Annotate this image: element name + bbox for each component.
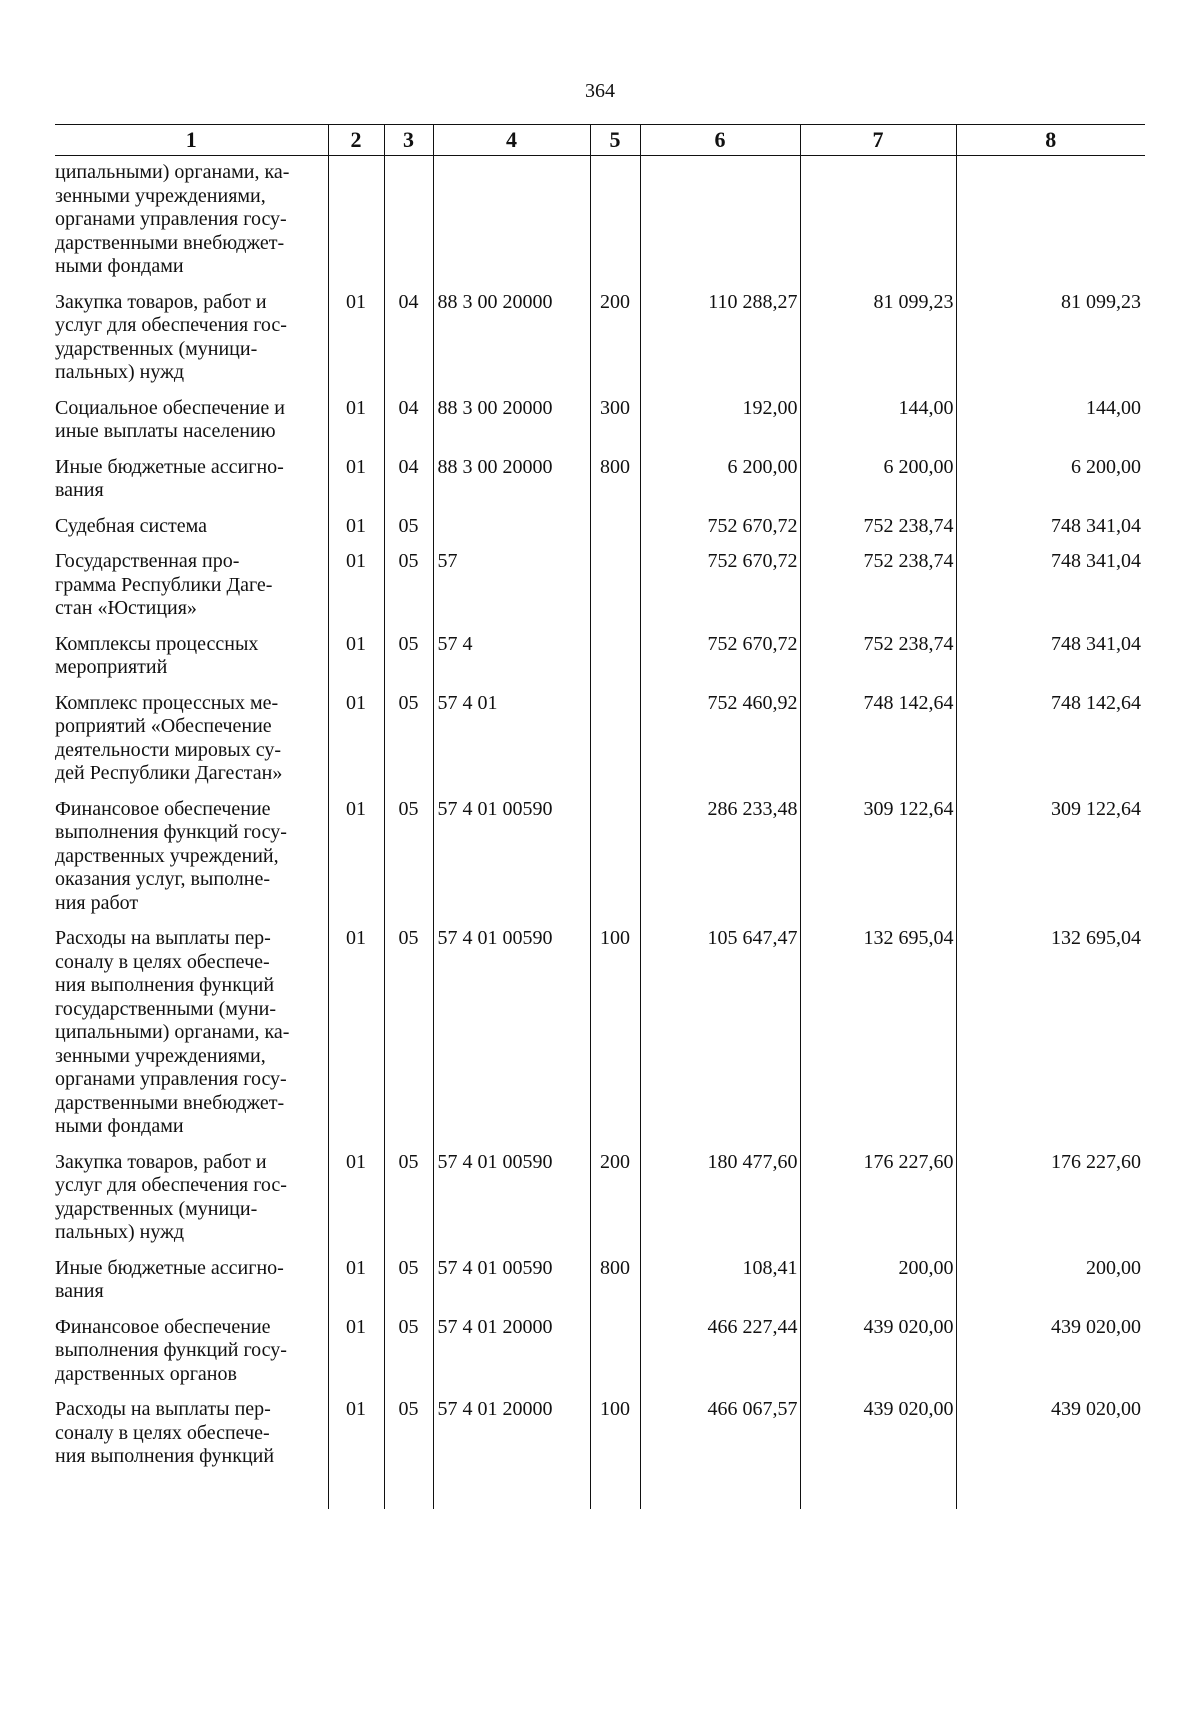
row-target-article: 57 <box>433 550 590 633</box>
row-amount-col7: 81 099,23 <box>800 291 956 397</box>
table-row <box>55 550 1145 633</box>
row-section: 01 <box>328 1316 384 1399</box>
table-row <box>55 515 1145 551</box>
row-amount-col8: 6 200,00 <box>956 456 1145 515</box>
row-amount-col6: 286 233,48 <box>640 798 800 928</box>
row-amount-col7: 752 238,74 <box>800 550 956 633</box>
row-section: 01 <box>328 927 384 1151</box>
row-name: Судебная система <box>55 514 208 537</box>
row-amount-col8: 176 227,60 <box>956 1151 1145 1257</box>
row-name: Закупка товаров, работ и услуг для обеспечения гос- ударственных (муници- пальных) нужд <box>55 1150 287 1243</box>
table-row <box>55 633 1145 692</box>
row-expense-type <box>590 633 640 692</box>
column-header-4: 4 <box>433 125 590 156</box>
row-expense-type <box>590 515 640 551</box>
row-section: 01 <box>328 550 384 633</box>
row-section <box>328 156 384 291</box>
row-target-article: 57 4 01 00590 <box>433 1257 590 1316</box>
budget-table <box>55 124 1145 1509</box>
table-row <box>55 1151 1145 1257</box>
row-target-article <box>433 515 590 551</box>
row-expense-type <box>590 692 640 798</box>
row-target-article: 57 4 01 00590 <box>433 798 590 928</box>
table-row <box>55 927 1145 1151</box>
row-amount-col7: 132 695,04 <box>800 927 956 1151</box>
row-amount-col8: 748 341,04 <box>956 633 1145 692</box>
table-row <box>55 291 1145 397</box>
table-row <box>55 156 1145 291</box>
row-section: 01 <box>328 633 384 692</box>
row-amount-col6: 752 460,92 <box>640 692 800 798</box>
row-target-article: 57 4 <box>433 633 590 692</box>
row-amount-col6: 752 670,72 <box>640 515 800 551</box>
row-amount-col6: 752 670,72 <box>640 550 800 633</box>
row-amount-col6: 466 227,44 <box>640 1316 800 1399</box>
row-amount-col7: 752 238,74 <box>800 515 956 551</box>
row-name: Закупка товаров, работ и услуг для обеспечения гос- ударственных (муници- пальных) нужд <box>55 290 287 383</box>
row-subsection: 05 <box>384 927 433 1151</box>
row-amount-col8: 144,00 <box>956 397 1145 456</box>
header-row <box>55 125 1145 156</box>
column-header-7: 7 <box>800 125 956 156</box>
row-amount-col8: 439 020,00 <box>956 1316 1145 1399</box>
row-amount-col7: 752 238,74 <box>800 633 956 692</box>
row-name: ципальными) органами, ка- зенными учреждениями, органами управления госу- дарственными внебюджет- ными фондами <box>55 161 290 277</box>
row-subsection: 05 <box>384 1316 433 1399</box>
row-section: 01 <box>328 1398 384 1509</box>
row-amount-col6: 752 670,72 <box>640 633 800 692</box>
row-name: Расходы на выплаты пер- соналу в целях обеспече- ния выполнения функций государственными (муни- ципальными) органами, ка- зенными учреждениями, органами управления госу- дарственными внебюджет- ными фондами <box>55 927 290 1137</box>
row-amount-col7 <box>800 156 956 291</box>
row-expense-type: 200 <box>590 291 640 397</box>
row-section: 01 <box>328 397 384 456</box>
row-amount-col6: 105 647,47 <box>640 927 800 1151</box>
row-subsection <box>384 156 433 291</box>
table-row <box>55 692 1145 798</box>
column-header-8: 8 <box>956 125 1145 156</box>
row-expense-type: 800 <box>590 1257 640 1316</box>
row-target-article: 57 4 01 20000 <box>433 1398 590 1509</box>
row-target-article <box>433 156 590 291</box>
table-body <box>55 156 1145 1509</box>
row-name: Иные бюджетные ассигно- вания <box>55 1256 284 1302</box>
row-section: 01 <box>328 692 384 798</box>
row-amount-col7: 200,00 <box>800 1257 956 1316</box>
row-target-article: 57 4 01 20000 <box>433 1316 590 1399</box>
row-subsection: 04 <box>384 291 433 397</box>
row-amount-col6: 108,41 <box>640 1257 800 1316</box>
row-subsection: 05 <box>384 692 433 798</box>
row-amount-col8: 81 099,23 <box>956 291 1145 397</box>
row-amount-col8: 748 341,04 <box>956 515 1145 551</box>
row-expense-type <box>590 550 640 633</box>
row-target-article: 88 3 00 20000 <box>433 397 590 456</box>
row-amount-col6: 180 477,60 <box>640 1151 800 1257</box>
row-amount-col8: 309 122,64 <box>956 798 1145 928</box>
row-amount-col7: 176 227,60 <box>800 1151 956 1257</box>
row-expense-type: 300 <box>590 397 640 456</box>
row-target-article: 57 4 01 <box>433 692 590 798</box>
table-row <box>55 1398 1145 1509</box>
row-amount-col7: 309 122,64 <box>800 798 956 928</box>
row-name: Иные бюджетные ассигно- вания <box>55 455 284 501</box>
column-header-3: 3 <box>384 125 433 156</box>
row-amount-col6: 466 067,57 <box>640 1398 800 1509</box>
row-amount-col8: 748 142,64 <box>956 692 1145 798</box>
row-expense-type <box>590 798 640 928</box>
row-name: Финансовое обеспечение выполнения функций госу- дарственных органов <box>55 1315 287 1385</box>
table-row <box>55 1316 1145 1399</box>
column-header-2: 2 <box>328 125 384 156</box>
row-amount-col7: 144,00 <box>800 397 956 456</box>
row-amount-col6 <box>640 156 800 291</box>
row-subsection: 05 <box>384 798 433 928</box>
row-target-article: 57 4 01 00590 <box>433 1151 590 1257</box>
row-name: Социальное обеспечение и иные выплаты населению <box>55 396 285 442</box>
row-amount-col7: 748 142,64 <box>800 692 956 798</box>
row-amount-col8: 200,00 <box>956 1257 1145 1316</box>
table-header <box>55 125 1145 156</box>
column-header-6: 6 <box>640 125 800 156</box>
row-amount-col8: 439 020,00 <box>956 1398 1145 1509</box>
row-amount-col6: 6 200,00 <box>640 456 800 515</box>
row-target-article: 88 3 00 20000 <box>433 456 590 515</box>
column-header-1: 1 <box>55 125 328 156</box>
row-expense-type: 100 <box>590 927 640 1151</box>
row-subsection: 05 <box>384 1398 433 1509</box>
row-name: Расходы на выплаты пер- соналу в целях обеспече- ния выполнения функций <box>55 1398 275 1467</box>
row-name: Финансовое обеспечение выполнения функций госу- дарственных учреждений, оказания услуг, выполне- ния работ <box>55 797 287 914</box>
row-subsection: 05 <box>384 1151 433 1257</box>
table-row <box>55 798 1145 928</box>
row-expense-type <box>590 1316 640 1399</box>
row-amount-col7: 439 020,00 <box>800 1398 956 1509</box>
row-amount-col7: 6 200,00 <box>800 456 956 515</box>
row-amount-col8: 132 695,04 <box>956 927 1145 1151</box>
row-name: Комплексы процессных мероприятий <box>55 632 259 678</box>
table-row <box>55 1257 1145 1316</box>
row-expense-type: 800 <box>590 456 640 515</box>
page-number: 364 <box>585 80 615 102</box>
row-subsection: 05 <box>384 515 433 551</box>
row-amount-col8: 748 341,04 <box>956 550 1145 633</box>
row-subsection: 04 <box>384 397 433 456</box>
row-expense-type: 200 <box>590 1151 640 1257</box>
table-row <box>55 397 1145 456</box>
row-subsection: 05 <box>384 633 433 692</box>
row-subsection: 04 <box>384 456 433 515</box>
row-section: 01 <box>328 1257 384 1316</box>
row-expense-type: 100 <box>590 1398 640 1509</box>
column-header-5: 5 <box>590 125 640 156</box>
row-expense-type <box>590 156 640 291</box>
row-subsection: 05 <box>384 1257 433 1316</box>
row-amount-col7: 439 020,00 <box>800 1316 956 1399</box>
row-section: 01 <box>328 515 384 551</box>
table-row <box>55 456 1145 515</box>
row-section: 01 <box>328 1151 384 1257</box>
row-section: 01 <box>328 798 384 928</box>
row-target-article: 88 3 00 20000 <box>433 291 590 397</box>
row-amount-col8 <box>956 156 1145 291</box>
row-name: Государственная про- грамма Республики Даге- стан «Юстиция» <box>55 550 273 619</box>
row-amount-col6: 192,00 <box>640 397 800 456</box>
row-section: 01 <box>328 291 384 397</box>
row-section: 01 <box>328 456 384 515</box>
row-amount-col6: 110 288,27 <box>640 291 800 397</box>
row-subsection: 05 <box>384 550 433 633</box>
row-target-article: 57 4 01 00590 <box>433 927 590 1151</box>
row-name: Комплекс процессных ме- роприятий «Обеспечение деятельности мировых су- дей Республики Дагестан» <box>55 691 283 784</box>
